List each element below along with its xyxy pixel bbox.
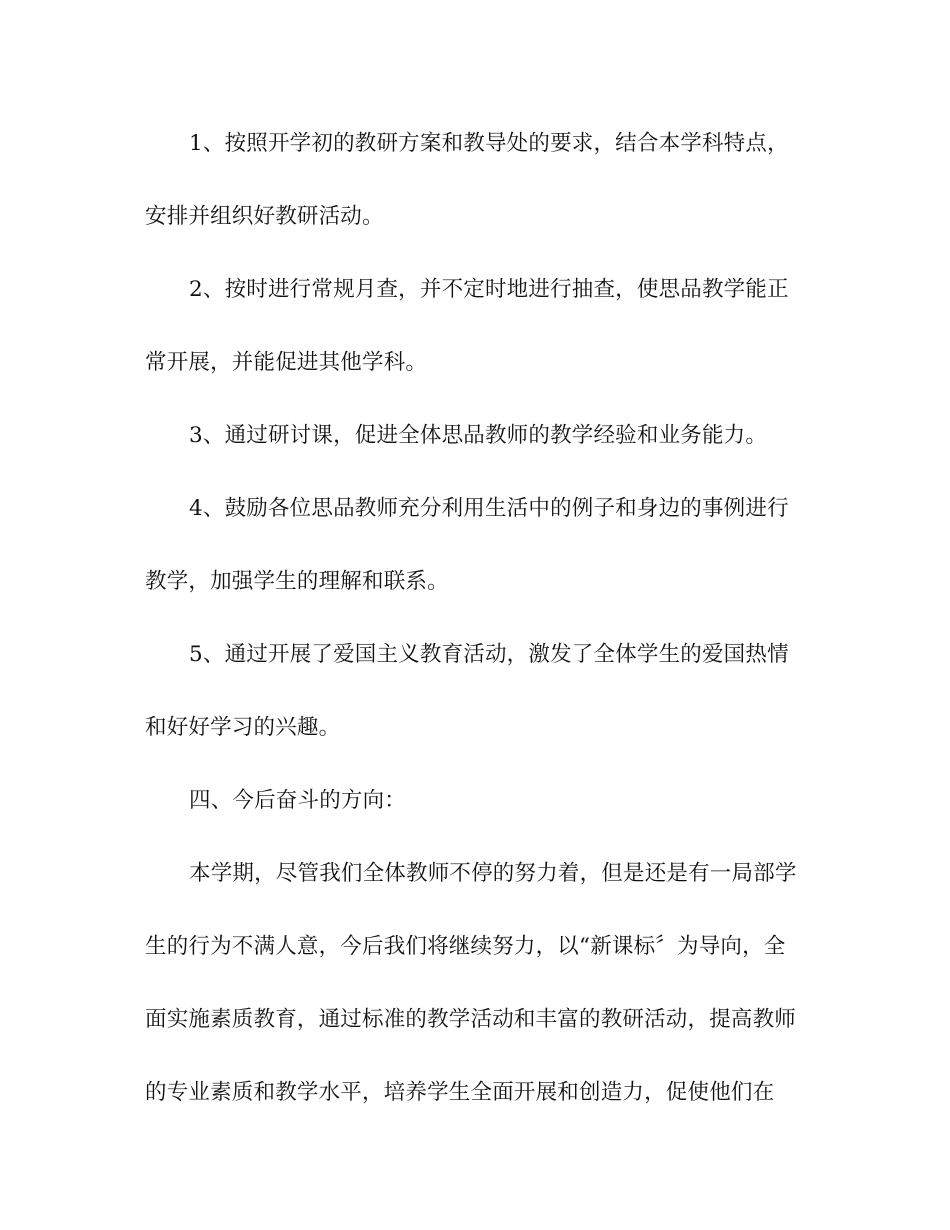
text-line: 和好好学习的兴趣。 <box>145 715 341 740</box>
text-line: 本学期，尽管我们全体教师不停的努力着，但是还是有一局部学 <box>189 861 797 886</box>
text-line: 3、通过研讨课，促进全体思品教师的教学经验和业务能力。 <box>189 423 768 448</box>
document-body <box>145 122 810 1144</box>
text-line: 生的行为不满人意，今后我们将继续努力，以“新课标〞为导向，全 <box>145 934 786 959</box>
text-line: 面实施素质教育，通过标准的教学活动和丰富的教研活动，提高教师 <box>145 1007 797 1032</box>
text-line: 常开展，并能促进其他学科。 <box>145 350 428 375</box>
text-line: 1、按照开学初的教研方案和教导处的要求，结合本学科特点， <box>189 131 789 156</box>
text-line: 2、按时进行常规月查，并不定时地进行抽查，使思品教学能正 <box>189 277 789 302</box>
text-line: 的专业素质和教学水平，培养学生全面开展和创造力，促使他们在 <box>145 1080 775 1105</box>
text-line: 教学，加强学生的理解和联系。 <box>145 569 449 594</box>
text-line: 4、鼓励各位思品教师充分利用生活中的例子和身边的事例进行 <box>189 496 789 521</box>
text-line: 5、通过开展了爱国主义教育活动，激发了全体学生的爱国热情 <box>189 642 789 667</box>
section-heading: 四、今后奋斗的方向： <box>189 788 407 813</box>
text-line: 安排并组织好教研活动。 <box>145 204 384 229</box>
